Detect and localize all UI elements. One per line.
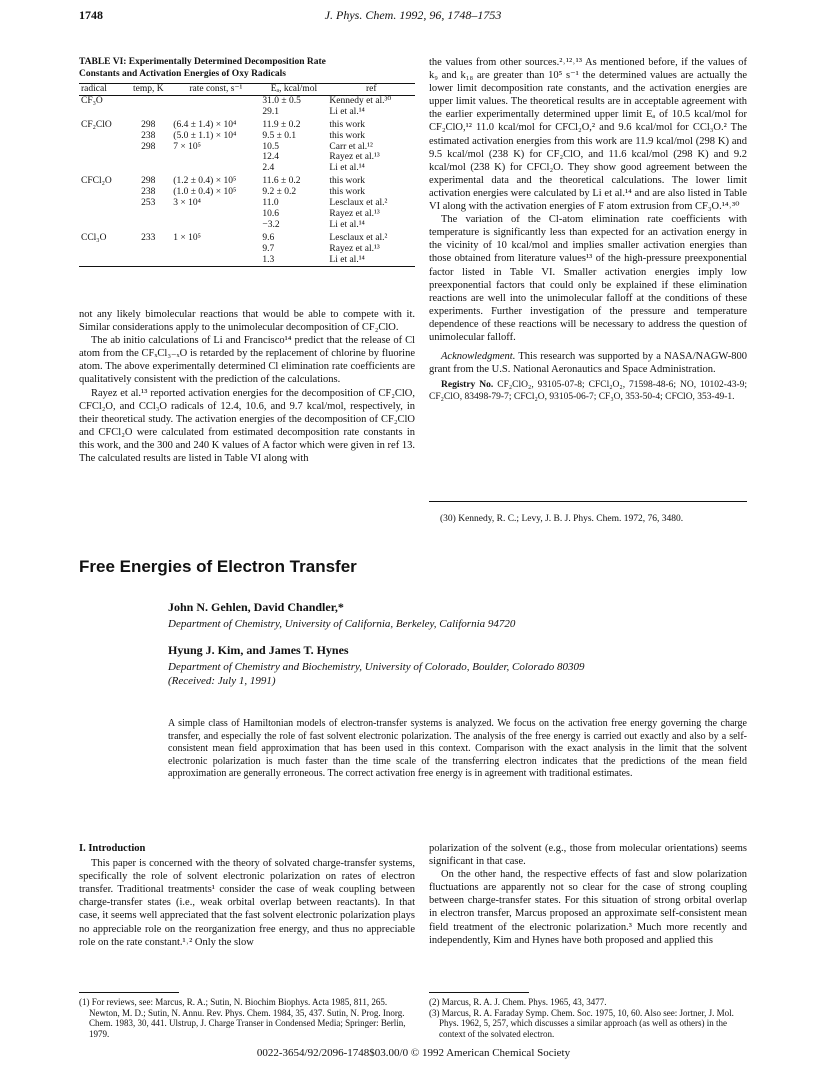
table-cell bbox=[125, 107, 171, 118]
registry-text: CF₂ClO₂, 93105-07-8; CFCl₂O₂, 71598-48-6; NO, 10102-43-9; CF₂ClO, 83498-79-7; CFCl₂O, 93105-06-7; CF₃O, 353-50-4; CFClO, 353-49-1. bbox=[429, 380, 748, 402]
affiliation-2: Department of Chemistry and Biochemistry, University of Colorado, Boulder, Colorado 80309 bbox=[168, 661, 585, 673]
table-cell: 9.7 bbox=[262, 243, 275, 254]
table-cell: Rayez et al.¹³ bbox=[329, 208, 380, 219]
table-cell bbox=[171, 220, 260, 231]
footnote-rule-left bbox=[79, 992, 179, 993]
table-cell bbox=[79, 152, 125, 163]
table-row bbox=[79, 255, 415, 266]
table-row bbox=[79, 198, 415, 209]
table-cell: 9.2 ± 0.2 bbox=[262, 187, 297, 198]
table-cell bbox=[125, 95, 171, 106]
left-column-text bbox=[79, 308, 415, 465]
reference-30: (30) Kennedy, R. C.; Levy, J. B. J. Phys. Chem. 1972, 76, 3480. bbox=[440, 514, 684, 524]
table-cell: 29.1 bbox=[262, 106, 279, 117]
table-cell bbox=[125, 220, 171, 231]
table-cell: 1.3 bbox=[262, 254, 275, 265]
table-cell: Li et al.¹⁴ bbox=[329, 254, 365, 265]
table-cell: (6.4 ± 1.4) × 10⁴ bbox=[173, 119, 237, 130]
page-number: 1748 bbox=[79, 8, 103, 22]
table-cell bbox=[171, 255, 260, 266]
table-cell: 3 × 10⁴ bbox=[173, 198, 201, 209]
table-cell: Lesclaux et al.² bbox=[329, 198, 388, 209]
table-row bbox=[79, 163, 415, 174]
table-row bbox=[79, 131, 415, 142]
acknowledgment-label: Acknowledgment. bbox=[441, 351, 516, 363]
table-cell bbox=[79, 255, 125, 266]
table-row bbox=[79, 152, 415, 163]
table-cell bbox=[125, 244, 171, 255]
table-cell: (1.0 ± 0.4) × 10⁵ bbox=[173, 187, 237, 198]
footnotes-left bbox=[79, 997, 415, 1039]
table-title-line1: TABLE VI: Experimentally Determined Decomposition Rate bbox=[79, 57, 326, 67]
table-cell bbox=[171, 95, 260, 106]
table-cell bbox=[171, 209, 260, 220]
table-cell bbox=[171, 163, 260, 174]
abstract: A simple class of Hamiltonian models of electron-transfer systems is analyzed. We focus on the activation free energy governing the charge transfer, and especially the role of fast solvent electronic polarization. The analysis of the free energy is carried out exactly and also by a self-consistent mean field approximation that has been used in this context. Comparison with the exact analysis in the limit that the solvent electronic polarization is much faster than the time scale of the transferring electron indicates that the predictions of the mean field approximation are generally erroneous. The correct activation free energy is in agreement with traditional estimates. bbox=[168, 718, 747, 780]
footnote: (3) Marcus, R. A. Faraday Symp. Chem. Soc. 1975, 10, 60. Also see: Jortner, J. Mol. Phys. 1962, 5, 257, which discusses a similar approach (as well as others) in the context of the solvated electron. bbox=[429, 1007, 734, 1039]
table-block bbox=[79, 56, 415, 267]
table-cell: Rayez et al.¹³ bbox=[329, 243, 380, 254]
table-cell: Li et al.¹⁴ bbox=[329, 106, 365, 117]
table-cell: 7 × 10⁵ bbox=[173, 141, 201, 152]
table-cell: (1.2 ± 0.4) × 10⁵ bbox=[173, 176, 237, 187]
registry-numbers bbox=[429, 380, 747, 403]
table-cell bbox=[79, 244, 125, 255]
table-header: radical bbox=[79, 84, 125, 96]
table-cell: CCl₃O bbox=[81, 232, 107, 243]
table-row bbox=[79, 187, 415, 198]
table-cell: Kennedy et al.³⁰ bbox=[329, 95, 392, 106]
table-cell: Li et al.¹⁴ bbox=[329, 163, 365, 174]
table-row bbox=[79, 231, 415, 244]
journal-citation: J. Phys. Chem. 1992, 96, 1748–1753 bbox=[324, 8, 502, 22]
table-cell: this work bbox=[329, 119, 366, 130]
copyright-line: 0022-3654/92/2096-1748$03.00/0 © 1992 American Chemical Society bbox=[256, 1047, 571, 1059]
table-cell bbox=[125, 152, 171, 163]
table-cell: 238 bbox=[141, 187, 156, 198]
table-cell bbox=[125, 255, 171, 266]
reference-rule bbox=[429, 501, 747, 502]
table-cell: 1 × 10⁵ bbox=[173, 232, 201, 243]
table-cell: 2.4 bbox=[262, 163, 275, 174]
table-cell: 11.9 ± 0.2 bbox=[262, 119, 301, 130]
table-header: ref bbox=[327, 84, 415, 96]
acknowledgment-text: This research was supported by a NASA/NAGW-800 grant from the U.S. National Aeronautics and Space Administration. bbox=[429, 351, 748, 376]
table-cell bbox=[79, 220, 125, 231]
paragraph: This paper is concerned with the theory of solvated charge-transfer systems, specifically the role of solvent electronic polarization on rates of electron transfer. Traditional treatments¹ consider the case of weak coupling between charge-transfer states (i.e., weak orbital overlap between reactants). In that case, it seems well appreciated that the fast solvent electronic polarization plays no appreciable role on the reorganization free energy, and thus no appreciable role on the rate constant.¹˒² Only the slow bbox=[79, 858, 415, 948]
table-cell bbox=[79, 187, 125, 198]
affiliation-1: Department of Chemistry, University of California, Berkeley, California 94720 bbox=[168, 618, 516, 630]
table-cell bbox=[171, 244, 260, 255]
table-cell bbox=[79, 209, 125, 220]
table-cell bbox=[171, 107, 260, 118]
footnote: (2) Marcus, R. A. J. Chem. Phys. 1965, 43, 3477. bbox=[429, 997, 607, 1007]
paragraph: Rayez et al.¹³ reported activation energies for the decomposition of CF₂ClO, CFCl₂O, and CCl₃O radicals of 12.4, 10.6, and 9.7 kcal/mol, respectively, in their theoretical study. The activation energies of the decomposition of CF₂ClO and CFCl₂O were calculated from estimated decomposition rate constants in this work, and the 300 and 240 K values of A factor which were given in ref 13. The calculated results are listed in Table VI along with bbox=[79, 387, 415, 465]
footnote-rule-right bbox=[429, 992, 529, 993]
table-body bbox=[79, 95, 415, 266]
table-cell: 11.0 bbox=[262, 198, 279, 209]
paragraph: polarization of the solvent (e.g., those from molecular orientations) seems significant in that case. bbox=[429, 843, 747, 868]
table-row bbox=[79, 244, 415, 255]
table-cell: 9.6 bbox=[262, 232, 275, 243]
table-cell: 253 bbox=[141, 198, 156, 209]
table-header: rate const, s⁻¹ bbox=[171, 84, 260, 96]
table-cell: Li et al.¹⁴ bbox=[329, 219, 365, 230]
introduction-left bbox=[79, 842, 415, 949]
table-cell: CF₃O bbox=[81, 95, 103, 106]
table-title-line2: Constants and Activation Energies of Oxy Radicals bbox=[79, 69, 286, 79]
footnotes-right bbox=[429, 997, 747, 1039]
introduction-right bbox=[429, 842, 747, 947]
table-cell bbox=[79, 131, 125, 142]
registry-label: Registry No. bbox=[441, 380, 494, 391]
table-cell: this work bbox=[329, 130, 366, 141]
table-cell: CFCl₂O bbox=[81, 176, 112, 187]
authors-line-2: Hyung J. Kim, and James T. Hynes bbox=[168, 643, 349, 657]
table-header: temp, K bbox=[125, 84, 171, 96]
table-cell: this work bbox=[329, 187, 366, 198]
table-cell: 233 bbox=[141, 232, 156, 243]
paragraph: the values from other sources.²˒¹²˒¹³ As mentioned before, if the values of k₉ and k₁₈ are greater than 10⁵ s⁻¹ the determined values are actually the lower limit decomposition rate constants, and the activation energies are upper limit values. The theoretical results are in acceptable agreement with the earlier experimentally determined upper limit Eₐ of 10.5 kcal/mol for CF₂ClO,¹² 11.0 kcal/mol for CFCl₂O,² and 9.6 kcal/mol for CCl₃O.² The estimated activation energies from this work are 11.9 kcal/mol (298 K) and 9.5 kcal/mol (238 K) for CF₂ClO, and 11.6 kcal/mol (298 K) and 9.2 kcal/mol (238 K) for CFCl₂O. They show good agreement between the experimental data and the theoretical calculations. The lower limit activation energies were calculated by Li et al.¹⁴ and are also listed in Table VI along with the activation energies of F atom extrusion from CF₃O.¹⁴˒³⁰ bbox=[429, 57, 747, 213]
table-cell: 11.6 ± 0.2 bbox=[262, 176, 301, 187]
table-cell bbox=[171, 152, 260, 163]
table-row bbox=[79, 118, 415, 131]
table-cell: −3.2 bbox=[262, 219, 280, 230]
table-row bbox=[79, 95, 415, 106]
table-row bbox=[79, 209, 415, 220]
table-cell: 9.5 ± 0.1 bbox=[262, 130, 297, 141]
section-heading: I. Introduction bbox=[79, 843, 146, 854]
table-row bbox=[79, 220, 415, 231]
table-cell bbox=[125, 209, 171, 220]
table-cell bbox=[79, 198, 125, 209]
paragraph: On the other hand, the respective effects of fast and slow polarization fluctuations are apparently not so clear for the case of strong coupling between charge-transfer states. For this situation of strong orbital overlap in electron transfer, Marcus proposed an approximate self-consistent mean field treatment of the electronic polarization.³ Much more recently and independently, Kim and Hynes have both proposed and applied this bbox=[429, 869, 747, 946]
running-header bbox=[79, 8, 747, 26]
table-cell: 298 bbox=[141, 141, 156, 152]
table-cell: (5.0 ± 1.1) × 10⁴ bbox=[173, 130, 237, 141]
table-cell: CF₂ClO bbox=[81, 119, 112, 130]
table-cell: 10.5 bbox=[262, 141, 279, 152]
table-cell: Rayez et al.¹³ bbox=[329, 152, 380, 163]
paragraph: The ab initio calculations of Li and Francisco¹⁴ predict that the release of Cl atom from the CFₓCl₃₋ₓO is retarded by the replacement of chlorine by fluorine atom. The above experimentally determined Cl elimination rate coefficients are qualitatively consistent with the prediction of the calculations. bbox=[79, 335, 415, 386]
table-row bbox=[79, 174, 415, 187]
table-cell: 298 bbox=[141, 176, 156, 187]
table-cell: 31.0 ± 0.5 bbox=[262, 95, 301, 106]
footnote: (1) For reviews, see: Marcus, R. A.; Sutin, N. Biochim Biophys. Acta 1985, 811, 265. Newton, M. D.; Sutin, N. Annu. Rev. Phys. Chem. 1984, 35, 437. Sutin, N. Prog. Inorg. Chem. 1983, 30, 441. Ulstrup, J. Charge Transer in Condensed Media; Springer: Berlin, 1979. bbox=[79, 997, 406, 1039]
table-cell bbox=[79, 163, 125, 174]
table-cell: 238 bbox=[141, 130, 156, 141]
table-cell: 298 bbox=[141, 119, 156, 130]
table-cell: 10.6 bbox=[262, 208, 279, 219]
table-cell: 12.4 bbox=[262, 152, 279, 163]
table-header: Eₐ, kcal/mol bbox=[260, 84, 327, 96]
paragraph: not any likely bimolecular reactions that would be able to compete with it. Similar considerations apply to the unimolecular decomposition of CF₂ClO. bbox=[79, 309, 415, 334]
table-row bbox=[79, 142, 415, 153]
acknowledgment bbox=[429, 350, 747, 376]
table-cell bbox=[79, 142, 125, 153]
authors-line-1: John N. Gehlen, David Chandler,* bbox=[168, 600, 344, 614]
table-cell: Carr et al.¹² bbox=[329, 141, 373, 152]
table-cell: Lesclaux et al.² bbox=[329, 232, 388, 243]
paragraph: The variation of the Cl-atom elimination rate coefficients with temperature is significantly less than expected for an activation energy in the vicinity of 10 kcal/mol and implies smaller activation energies than those obtained from literature values¹³ of the high-pressure preexponential factor listed in Table VI. Smaller activation energies imply low preexponential factors that could only be explained if these elimination reactions are well into the unimolecular falloff at the conditions of these experiments. Further investigation of the pressure and temperature dependence of these reactions will be necessary to address the question of unimolecular falloff. bbox=[429, 214, 747, 343]
received-date: (Received: July 1, 1991) bbox=[168, 675, 276, 687]
table-cell bbox=[125, 163, 171, 174]
table-cell bbox=[79, 107, 125, 118]
table-row bbox=[79, 107, 415, 118]
article-title: Free Energies of Electron Transfer bbox=[79, 557, 357, 576]
table-cell: this work bbox=[329, 176, 366, 187]
right-column-text bbox=[429, 56, 747, 403]
data-table bbox=[79, 83, 415, 267]
